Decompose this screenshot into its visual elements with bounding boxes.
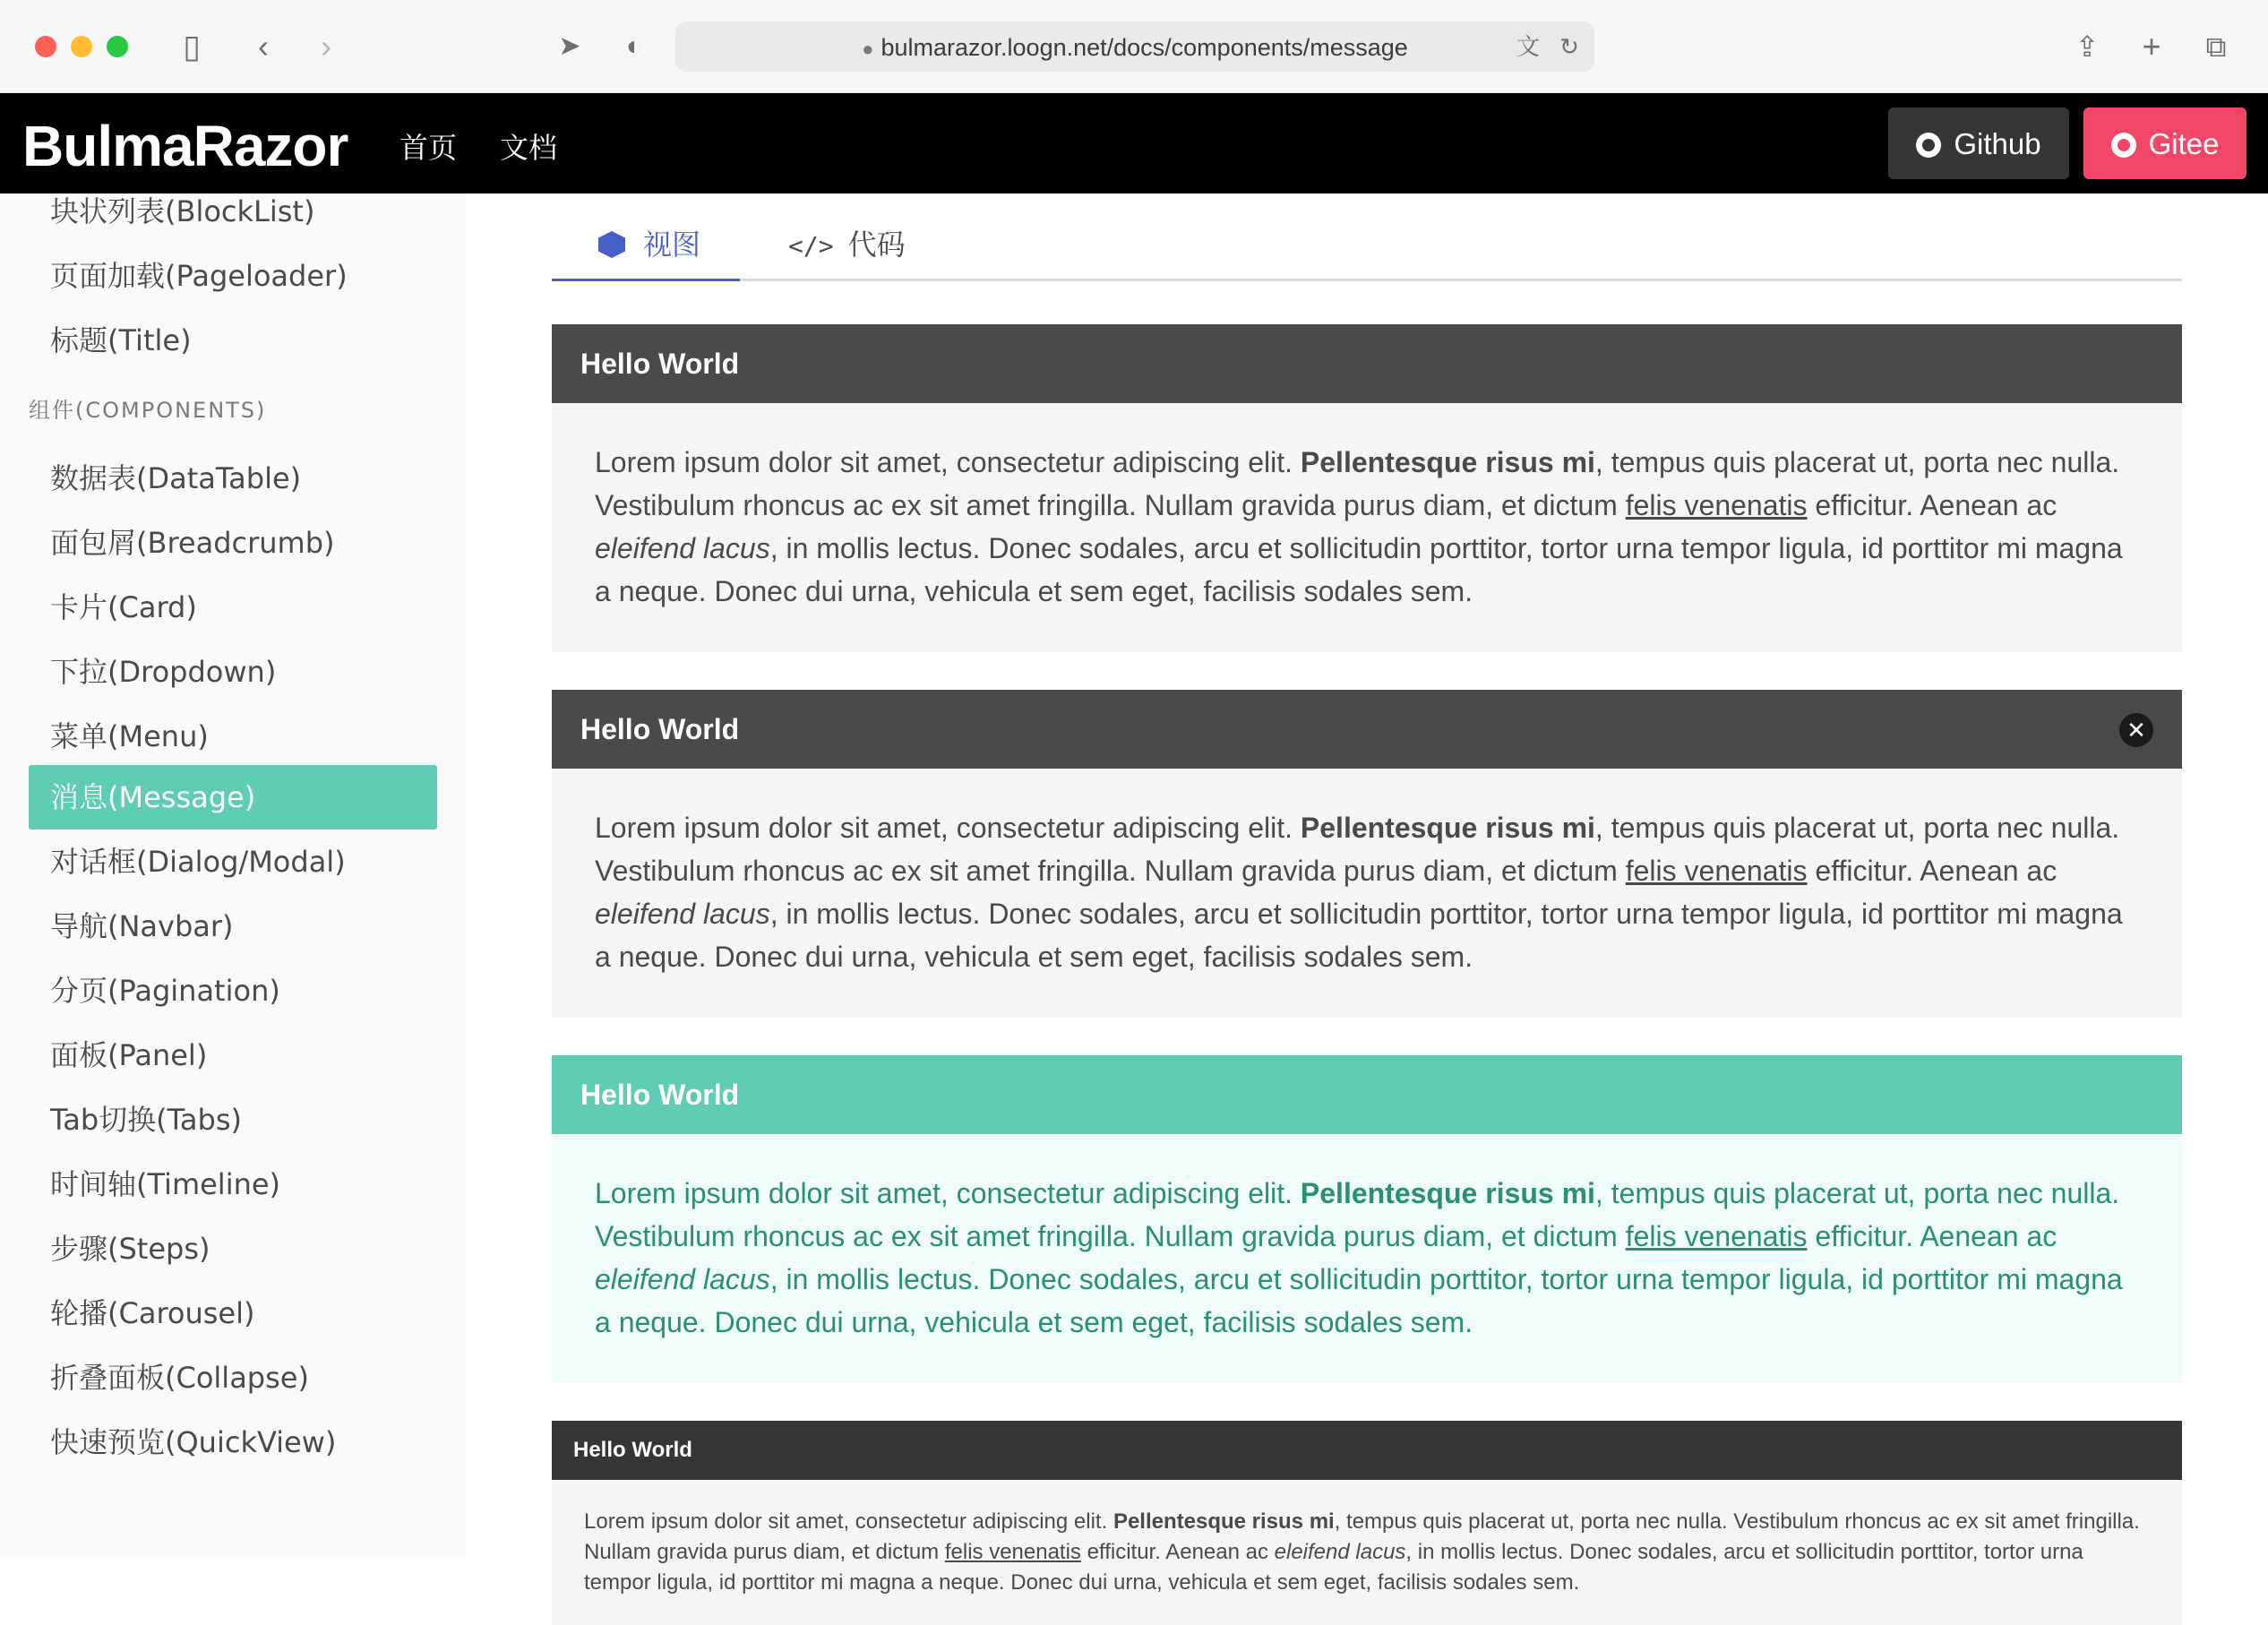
- message-text: Lorem ipsum dolor sit amet, consectetur adipiscing elit.: [595, 1177, 1301, 1209]
- message-small-dark: [552, 1421, 2182, 1625]
- sidebar-item-steps[interactable]: 步骤(Steps): [50, 1232, 210, 1266]
- sidebar-item-tabs[interactable]: Tab切换(Tabs): [50, 1103, 242, 1137]
- sidebar-item-dropdown[interactable]: 下拉(Dropdown): [50, 655, 277, 689]
- message-text: Lorem ipsum dolor sit amet, consectetur adipiscing elit.: [595, 446, 1301, 478]
- message-title: Hello World: [580, 713, 740, 745]
- close-window-button[interactable]: [35, 36, 56, 57]
- sidebar-item-pageloader[interactable]: 页面加载(Pageloader): [50, 259, 348, 293]
- message-link[interactable]: felis venenatis: [944, 1540, 1081, 1564]
- message-text: Lorem ipsum dolor sit amet, consectetur adipiscing elit.: [595, 812, 1301, 844]
- message-text: , in mollis lectus. Donec sodales, arcu et sollicitudin porttitor, tortor urna tempor ligula, id porttitor mi magna a neque. Donec dui urna, vehicula et sem eget, facilisis sodales sem.: [584, 1540, 2083, 1595]
- message-text: , tempus quis placerat ut, porta nec nulla. Vestibulum rhoncus ac ex sit amet fringilla. Nullam gravida purus diam, et dictum: [595, 446, 2120, 521]
- sidebar-item-timeline[interactable]: 时间轴(Timeline): [50, 1167, 281, 1201]
- sidebar-item-menu[interactable]: 菜单(Menu): [50, 719, 209, 753]
- message-text: efficitur. Aenean ac: [1807, 1220, 2058, 1252]
- maximize-window-button[interactable]: [107, 36, 128, 57]
- sidebar-item-carousel[interactable]: 轮播(Carousel): [50, 1296, 255, 1330]
- message-header: [552, 1055, 2182, 1134]
- url-text: bulmarazor.loogn.net/docs/components/message: [881, 34, 1408, 61]
- message-header: [552, 690, 2182, 769]
- github-icon: [1916, 133, 1941, 158]
- sidebar-item-quickview[interactable]: 快速预览(QuickView): [50, 1425, 337, 1459]
- message-title: Hello World: [573, 1438, 692, 1462]
- message-bold-text: Pellentesque risus mi: [1113, 1509, 1335, 1534]
- browser-toolbar: [0, 0, 2268, 93]
- message-dark-closable: [552, 690, 2182, 1018]
- brand-logo[interactable]: BulmaRazor: [22, 114, 348, 178]
- gitee-label: Gitee: [2148, 127, 2220, 160]
- sidebar-item-dialog[interactable]: 对话框(Dialog/Modal): [50, 845, 346, 879]
- nav-link-home[interactable]: 首页: [399, 131, 458, 165]
- github-button[interactable]: [1888, 107, 2069, 179]
- back-icon[interactable]: ‹: [258, 28, 269, 64]
- message-text: , in mollis lectus. Donec sodales, arcu et sollicitudin porttitor, tortor urna tempor ligula, id porttitor mi magna a neque. Donec dui urna, vehicula et sem eget, facilisis sodales sem.: [595, 1263, 2123, 1338]
- message-header: [552, 1421, 2182, 1480]
- tab-view[interactable]: [598, 222, 700, 263]
- tab-overview-icon[interactable]: ⧉: [2205, 30, 2227, 63]
- view-code-tabs: [552, 204, 2182, 281]
- message-italic-text: eleifend lacus: [595, 1263, 770, 1295]
- message-text: , in mollis lectus. Donec sodales, arcu et sollicitudin porttitor, tortor urna tempor ligula, id porttitor mi magna a neque. Donec dui urna, vehicula et sem eget, facilisis sodales sem.: [595, 532, 2123, 607]
- message-primary: [552, 1055, 2182, 1383]
- tab-code-label: 代码: [847, 228, 906, 262]
- message-bold-text: Pellentesque risus mi: [1300, 812, 1595, 844]
- message-link[interactable]: felis venenatis: [1625, 1220, 1808, 1252]
- github-label: Github: [1954, 127, 2041, 160]
- message-body: [552, 403, 2182, 652]
- sidebar-item-panel[interactable]: 面板(Panel): [50, 1038, 208, 1072]
- active-tab-indicator: [552, 279, 740, 281]
- sidebar-item-message[interactable]: 消息(Message): [29, 765, 437, 830]
- message-link[interactable]: felis venenatis: [1625, 489, 1808, 521]
- share-icon[interactable]: ⇪: [2075, 30, 2100, 63]
- tab-view-label: 视图: [643, 228, 701, 262]
- bird-extension-icon[interactable]: ➤: [558, 31, 581, 61]
- sidebar-toggle-icon[interactable]: ▯: [183, 28, 201, 64]
- minimize-window-button[interactable]: [71, 36, 92, 57]
- message-text: efficitur. Aenean ac: [1080, 1540, 1275, 1564]
- message-title: Hello World: [580, 348, 740, 380]
- close-icon[interactable]: ✕: [2119, 713, 2153, 747]
- address-bar[interactable]: [675, 21, 1594, 72]
- message-title: Hello World: [580, 1079, 740, 1111]
- message-italic-text: eleifend lacus: [595, 532, 770, 564]
- message-text: Lorem ipsum dolor sit amet, consectetur adipiscing elit.: [584, 1509, 1113, 1534]
- sidebar-item-card[interactable]: 卡片(Card): [50, 590, 197, 624]
- message-text: efficitur. Aenean ac: [1807, 855, 2058, 887]
- forward-icon[interactable]: ›: [321, 28, 331, 64]
- message-text: , tempus quis placerat ut, porta nec nulla. Vestibulum rhoncus ac ex sit amet fringilla. Nullam gravida purus diam, et dictum: [595, 1177, 2120, 1252]
- message-italic-text: eleifend lacus: [1274, 1540, 1406, 1564]
- lock-icon: ●: [862, 38, 874, 60]
- sidebar-item-pagination[interactable]: 分页(Pagination): [50, 974, 280, 1008]
- sidebar-item-title[interactable]: 标题(Title): [50, 323, 192, 357]
- message-body: [552, 1480, 2182, 1625]
- message-bold-text: Pellentesque risus mi: [1300, 446, 1595, 478]
- sidebar-item-breadcrumb[interactable]: 面包屑(Breadcrumb): [50, 526, 335, 560]
- new-tab-icon[interactable]: +: [2142, 28, 2161, 64]
- message-text: , tempus quis placerat ut, porta nec nulla. Vestibulum rhoncus ac ex sit amet fringilla. Nullam gravida purus diam, et dictum: [584, 1509, 2140, 1564]
- tab-code[interactable]: [788, 222, 906, 263]
- shield-icon[interactable]: ◐: [625, 31, 643, 61]
- sidebar-item-navbar[interactable]: 导航(Navbar): [50, 909, 234, 943]
- message-bold-text: Pellentesque risus mi: [1300, 1177, 1595, 1209]
- sidebar-item-datatable[interactable]: 数据表(DataTable): [50, 461, 302, 495]
- code-icon: </>: [788, 231, 834, 261]
- message-body: [552, 769, 2182, 1018]
- sidebar-item-collapse[interactable]: 折叠面板(Collapse): [50, 1361, 309, 1395]
- docs-sidebar: [0, 193, 466, 1559]
- message-text: efficitur. Aenean ac: [1807, 489, 2058, 521]
- reload-icon[interactable]: ↻: [1559, 33, 1579, 60]
- message-link[interactable]: felis venenatis: [1625, 855, 1808, 887]
- message-text: , in mollis lectus. Donec sodales, arcu et sollicitudin porttitor, tortor urna tempor ligula, id porttitor mi magna a neque. Donec dui urna, vehicula et sem eget, facilisis sodales sem.: [595, 898, 2123, 973]
- message-text: , tempus quis placerat ut, porta nec nulla. Vestibulum rhoncus ac ex sit amet fringilla. Nullam gravida purus diam, et dictum: [595, 812, 2120, 887]
- message-header: [552, 324, 2182, 403]
- message-body: [552, 1134, 2182, 1383]
- cube-icon: [598, 231, 625, 258]
- sidebar-item-blocklist[interactable]: 块状列表(BlockList): [50, 194, 315, 228]
- nav-link-docs[interactable]: 文档: [500, 131, 558, 165]
- message-dark: [552, 324, 2182, 652]
- gitee-icon: [2111, 133, 2136, 158]
- sidebar-section-label: 组件(COMPONENTS): [29, 398, 267, 423]
- translate-icon[interactable]: 文: [1516, 33, 1540, 60]
- message-italic-text: eleifend lacus: [595, 898, 770, 930]
- gitee-button[interactable]: [2083, 107, 2247, 179]
